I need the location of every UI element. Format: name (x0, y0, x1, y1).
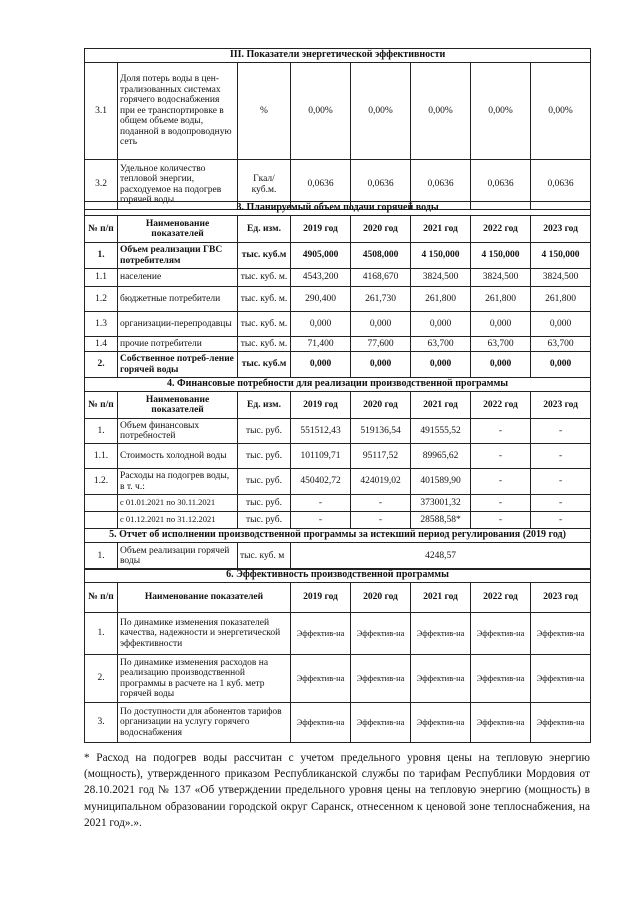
value-2021: 373001,32 (411, 495, 471, 512)
row-number: 1. (85, 243, 118, 269)
header-year: 2019 год (291, 392, 351, 419)
value-2021: 491555,52 (411, 419, 471, 444)
value-2023: 0,0636 (531, 160, 591, 210)
value-2020: 0,000 (351, 312, 411, 337)
table-row (85, 543, 591, 570)
indicator-name: Объем реализации горячей воды (118, 543, 238, 570)
value-2021: 0,000 (411, 352, 471, 378)
indicator-name: Объем реализации ГВС потребителям (118, 243, 238, 269)
value-2021: 0,000 (411, 312, 471, 337)
row-number: 2. (85, 352, 118, 378)
efficiency-value: Эффектив-на (411, 703, 471, 743)
value-2021: 28588,58* (411, 512, 471, 529)
row-number: 1.1. (85, 444, 118, 469)
value-2023: - (531, 512, 591, 529)
indicator-name: Доля потерь воды в цен-трализованных системах горячего водоснабжения при ее транспортировке в общем объеме воды, поданной в водопроводную сеть (118, 63, 238, 160)
table-row (85, 352, 591, 378)
header-year: 2019 год (291, 216, 351, 243)
efficiency-value: Эффектив-на (531, 613, 591, 655)
value-2019: 71,400 (291, 337, 351, 352)
row-number: 3.1 (85, 63, 118, 160)
value-2023: - (531, 469, 591, 495)
value-2020: 4168,670 (351, 269, 411, 287)
efficiency-value: Эффектив-на (531, 703, 591, 743)
value-2020: 95117,52 (351, 444, 411, 469)
indicator-name: По доступности для абонентов тарифов организации на услугу горячего водоснабжения (118, 703, 291, 743)
value-2021: 401589,90 (411, 469, 471, 495)
value-2022: - (471, 495, 531, 512)
header-name: Наименование показателей (118, 583, 291, 613)
row-number: 1.1 (85, 269, 118, 287)
value-2023: - (531, 495, 591, 512)
table-row (85, 495, 591, 512)
value-2019: - (291, 512, 351, 529)
value-2019: 101109,71 (291, 444, 351, 469)
header-year: 2022 год (471, 216, 531, 243)
header-year: 2021 год (411, 583, 471, 613)
value-2022: 0,00% (471, 63, 531, 160)
indicator-name: Объем финансовых потребностей (118, 419, 238, 444)
value-2023: - (531, 444, 591, 469)
value-2022: - (471, 444, 531, 469)
header-row (85, 583, 591, 613)
value-2022: - (471, 512, 531, 529)
value-2020: 0,0636 (351, 160, 411, 210)
value-2020: 0,00% (351, 63, 411, 160)
value-2022: 0,000 (471, 312, 531, 337)
efficiency-value: Эффектив-на (471, 655, 531, 703)
value-2023: 3824,500 (531, 269, 591, 287)
value-2022: 3824,500 (471, 269, 531, 287)
indicator-name: Собственное потреб-ление горячей воды (118, 352, 238, 378)
efficiency-value: Эффектив-на (531, 655, 591, 703)
value-2023: 63,700 (531, 337, 591, 352)
value-2022: 0,0636 (471, 160, 531, 210)
value-2023: - (531, 419, 591, 444)
value-2021: 0,00% (411, 63, 471, 160)
value-2020: 261,730 (351, 287, 411, 312)
indicator-name: По динамике изменения показателей качества, надежности и энергетической эффективности (118, 613, 291, 655)
value-2022: 0,000 (471, 352, 531, 378)
section-title-row (85, 49, 591, 63)
row-number: 1.3 (85, 312, 118, 337)
unit: тыс. куб. м. (238, 269, 291, 287)
efficiency-value: Эффектив-на (351, 655, 411, 703)
value-2022: 63,700 (471, 337, 531, 352)
header-num: № п/п (85, 392, 118, 419)
efficiency-value: Эффектив-на (351, 703, 411, 743)
efficiency-value: Эффектив-на (411, 613, 471, 655)
value-2020: 4508,000 (351, 243, 411, 269)
value-2019: 290,400 (291, 287, 351, 312)
unit: тыс. руб. (238, 495, 291, 512)
value-2021: 4 150,000 (411, 243, 471, 269)
row-number (85, 495, 118, 512)
table-row (85, 269, 591, 287)
energy-efficiency-table (84, 48, 591, 210)
header-year: 2023 год (531, 392, 591, 419)
row-number: 1. (85, 543, 118, 570)
finance-section-title: 4. Финансовые потребности для реализации производственной программы (85, 378, 591, 392)
unit: тыс. куб.м (238, 243, 291, 269)
value-2023: 0,00% (531, 63, 591, 160)
table-row (85, 63, 591, 160)
plan-finance-table (84, 201, 591, 570)
row-number: 1. (85, 613, 118, 655)
value-2023: 0,000 (531, 352, 591, 378)
table-row (85, 655, 591, 703)
table-row (85, 312, 591, 337)
unit: % (238, 63, 291, 160)
footnote: * Расход на подогрев воды рассчитан с учетом предельного уровня цены на тепловую энергию (мощность), утвержденного приказом Республиканской службы по тарифам Республики Мордовия от 28.10.2021 год № 137 «Об утверждении предельного уровня цены на тепловую энергию (мощность) в муниципальном образовании городской округ Саранск, отнесенном к ценовой зоне теплоснабжения, на 2021 год».». (84, 752, 590, 829)
indicator-name: население (118, 269, 238, 287)
value-2019: - (291, 495, 351, 512)
header-year: 2020 год (351, 392, 411, 419)
value-2019: 0,0636 (291, 160, 351, 210)
value-2020: 519136,54 (351, 419, 411, 444)
indicator-name: прочие потребители (118, 337, 238, 352)
indicator-name: Стоимость холодной воды (118, 444, 238, 469)
value-2019: 0,000 (291, 312, 351, 337)
table-row (85, 419, 591, 444)
report-section-title: 5. Отчет об исполнении производственной программы за истекший период регулирования (2019 год) (85, 529, 591, 543)
header-year: 2023 год (531, 583, 591, 613)
efficiency-value: Эффектив-на (291, 613, 351, 655)
unit: тыс. руб. (238, 419, 291, 444)
efficiency-table (84, 568, 591, 743)
efficiency-value: Эффектив-на (471, 703, 531, 743)
efficiency-section-title: 6. Эффективность производственной программы (85, 569, 591, 583)
header-name: Наименование показателей (118, 216, 238, 243)
value-2022: 4 150,000 (471, 243, 531, 269)
header-unit: Ед. изм. (238, 392, 291, 419)
header-num: № п/п (85, 216, 118, 243)
value-2020: 424019,02 (351, 469, 411, 495)
value-2019: 0,00% (291, 63, 351, 160)
efficiency-value: Эффектив-на (351, 613, 411, 655)
value-2021: 3824,500 (411, 269, 471, 287)
header-year: 2022 год (471, 392, 531, 419)
value-2023: 261,800 (531, 287, 591, 312)
value-2019: 4905,000 (291, 243, 351, 269)
row-number: 1.2. (85, 469, 118, 495)
unit: тыс. руб. (238, 444, 291, 469)
efficiency-value: Эффектив-на (291, 655, 351, 703)
header-year: 2021 год (411, 392, 471, 419)
value-2022: 261,800 (471, 287, 531, 312)
value-2023: 4 150,000 (531, 243, 591, 269)
value-2019: 551512,43 (291, 419, 351, 444)
table-row (85, 444, 591, 469)
header-year: 2020 год (351, 216, 411, 243)
table-row (85, 469, 591, 495)
indicator-name: организации-перепродавцы (118, 312, 238, 337)
indicator-name: Удельное количество тепловой энергии, расходуемое на подогрев горячей воды (118, 160, 238, 210)
value-2021: 63,700 (411, 337, 471, 352)
row-number: 1.4 (85, 337, 118, 352)
header-year: 2019 год (291, 583, 351, 613)
header-num: № п/п (85, 583, 118, 613)
table-row (85, 703, 591, 743)
value-2020: - (351, 512, 411, 529)
unit: тыс. руб. (238, 469, 291, 495)
table-row (85, 512, 591, 529)
efficiency-value: Эффектив-на (411, 655, 471, 703)
row-number: 1. (85, 419, 118, 444)
unit: тыс. куб. м. (238, 287, 291, 312)
table-row (85, 243, 591, 269)
header-year: 2021 год (411, 216, 471, 243)
unit: тыс. куб.м (238, 352, 291, 378)
indicator-name: Расходы на подогрев воды, в т. ч.: (118, 469, 238, 495)
header-row (85, 392, 591, 419)
value-2019: 450402,72 (291, 469, 351, 495)
value-2020: 0,000 (351, 352, 411, 378)
row-number: 1.2 (85, 287, 118, 312)
table-row (85, 613, 591, 655)
value-2019: 4543,200 (291, 269, 351, 287)
table-row (85, 287, 591, 312)
unit: Гкал/ куб.м. (238, 160, 291, 210)
value-2021: 89965,62 (411, 444, 471, 469)
header-year: 2023 год (531, 216, 591, 243)
value-2020: - (351, 495, 411, 512)
section-title: III. Показатели энергетической эффективности (85, 49, 591, 63)
value-2022: - (471, 419, 531, 444)
value-2021: 0,0636 (411, 160, 471, 210)
indicator-name: бюджетные потребители (118, 287, 238, 312)
indicator-name: По динамике изменения расходов на реализацию производственной программы в расчете на 1 куб. метр горячей воды (118, 655, 291, 703)
value-2023: 0,000 (531, 312, 591, 337)
header-year: 2022 год (471, 583, 531, 613)
table-row (85, 337, 591, 352)
unit: тыс. руб. (238, 512, 291, 529)
row-number (85, 512, 118, 529)
header-year: 2020 год (351, 583, 411, 613)
unit: тыс. куб. м. (238, 337, 291, 352)
period-name: с 01.12.2021 по 31.12.2021 (118, 512, 238, 529)
plan-section-title: 3. Планируемый объем подачи горячей воды (85, 202, 591, 216)
value-2020: 77,600 (351, 337, 411, 352)
period-name: с 01.01.2021 по 30.11.2021 (118, 495, 238, 512)
report-value: 4248,57 (291, 543, 591, 570)
efficiency-value: Эффектив-на (471, 613, 531, 655)
header-row (85, 216, 591, 243)
row-number: 3.2 (85, 160, 118, 210)
efficiency-value: Эффектив-на (291, 703, 351, 743)
row-number: 3. (85, 703, 118, 743)
unit: тыс. куб. м. (238, 312, 291, 337)
unit: тыс. куб. м (238, 543, 291, 570)
header-name: Наименование показателей (118, 392, 238, 419)
value-2019: 0,000 (291, 352, 351, 378)
header-unit: Ед. изм. (238, 216, 291, 243)
value-2021: 261,800 (411, 287, 471, 312)
row-number: 2. (85, 655, 118, 703)
value-2022: - (471, 469, 531, 495)
